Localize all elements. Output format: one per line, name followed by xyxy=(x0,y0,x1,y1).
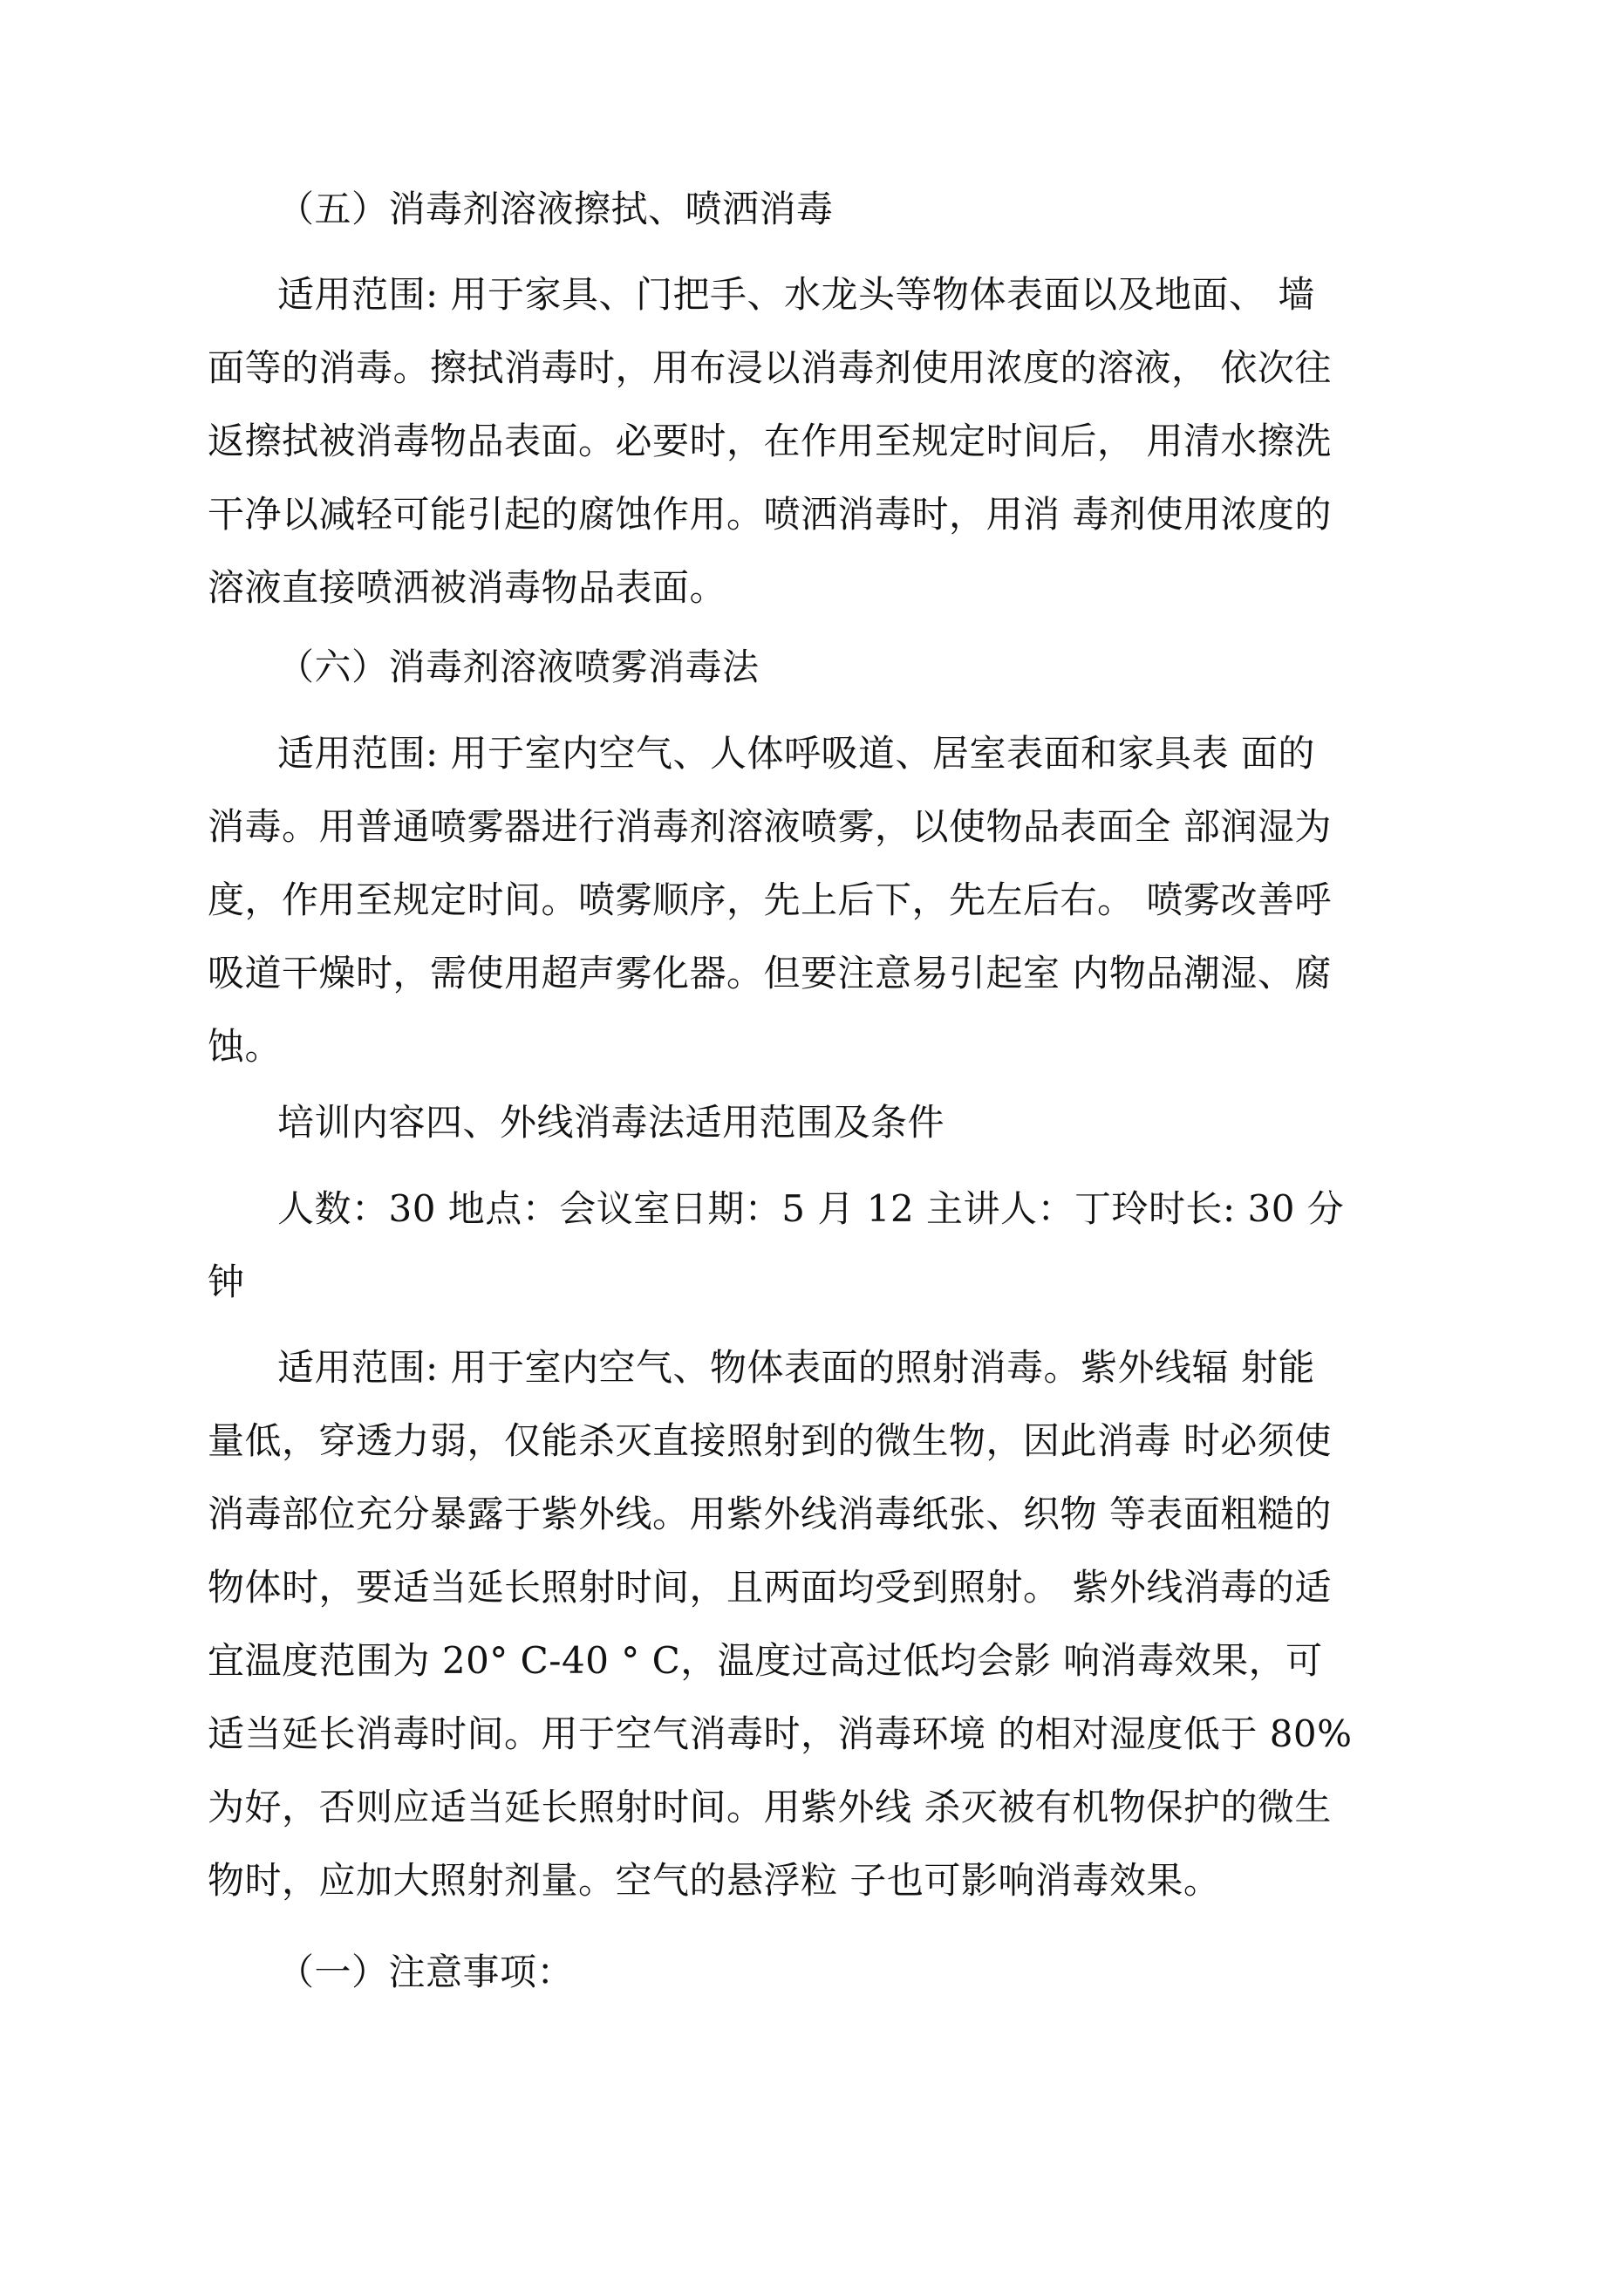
paragraph-line: 物体时，要适当延长照射时间，且两面均受到照射。 紫外线消毒的适 xyxy=(208,1566,1332,1609)
paragraph-line: 吸道干燥时，需使用超声雾化器。但要注意易引起室 内物品潮湿、腐 xyxy=(208,952,1332,994)
paragraph-line: 适用范围: 用于室内空气、物体表面的照射消毒。紫外线辐 射能 xyxy=(277,1346,1315,1389)
notes-heading: （一）注意事项： xyxy=(277,1951,575,1993)
paragraph-line: 返擦拭被消毒物品表面。必要时，在作用至规定时间后， 用清水擦洗 xyxy=(208,420,1332,462)
paragraph-line: 蚀。 xyxy=(208,1025,283,1068)
paragraph-line: 适用范围: 用于家具、门把手、水龙头等物体表面以及地面、 墙 xyxy=(277,273,1315,316)
paragraph-line: 消毒部位充分暴露于紫外线。用紫外线消毒纸张、织物 等表面粗糙的 xyxy=(208,1493,1332,1535)
paragraph-line: 适当延长消毒时间。用于空气消毒时，消毒环境 的相对湿度低于 80% xyxy=(208,1712,1353,1755)
paragraph-line: 适用范围: 用于室内空气、人体呼吸道、居室表面和家具表 面的 xyxy=(277,732,1315,775)
paragraph-line: 量低，穿透力弱，仅能杀灭直接照射到的微生物，因此消毒 时必须使 xyxy=(208,1419,1332,1462)
section-heading-6: （六）消毒剂溶液喷雾消毒法 xyxy=(277,646,760,688)
training-info-line: 钟 xyxy=(208,1261,245,1303)
section-heading-5: （五）消毒剂溶液擦拭、喷洒消毒 xyxy=(277,188,834,230)
paragraph-line: 面等的消毒。擦拭消毒时，用布浸以消毒剂使用浓度的溶液， 依次往 xyxy=(208,346,1332,389)
paragraph-line: 宜温度范围为 20° C-40 ° C，温度过高过低均会影 响消毒效果，可 xyxy=(208,1639,1323,1682)
training-info-line: 人数：30 地点：会议室日期：5 月 12 主讲人：丁玲时长: 30 分 xyxy=(277,1187,1345,1230)
paragraph-line: 为好，否则应适当延长照射时间。用紫外线 杀灭被有机物保护的微生 xyxy=(208,1786,1332,1828)
training-heading: 培训内容四、外线消毒法适用范围及条件 xyxy=(277,1101,945,1144)
paragraph-line: 溶液直接喷洒被消毒物品表面。 xyxy=(208,566,727,609)
paragraph-line: 消毒。用普通喷雾器进行消毒剂溶液喷雾，以使物品表面全 部润湿为 xyxy=(208,805,1332,848)
paragraph-line: 干净以减轻可能引起的腐蚀作用。喷洒消毒时，用消 毒剂使用浓度的 xyxy=(208,493,1332,536)
paragraph-line: 度，作用至规定时间。喷雾顺序，先上后下，先左后右。 喷雾改善呼 xyxy=(208,878,1332,921)
paragraph-line: 物时，应加大照射剂量。空气的悬浮粒 子也可影响消毒效果。 xyxy=(208,1859,1221,1902)
